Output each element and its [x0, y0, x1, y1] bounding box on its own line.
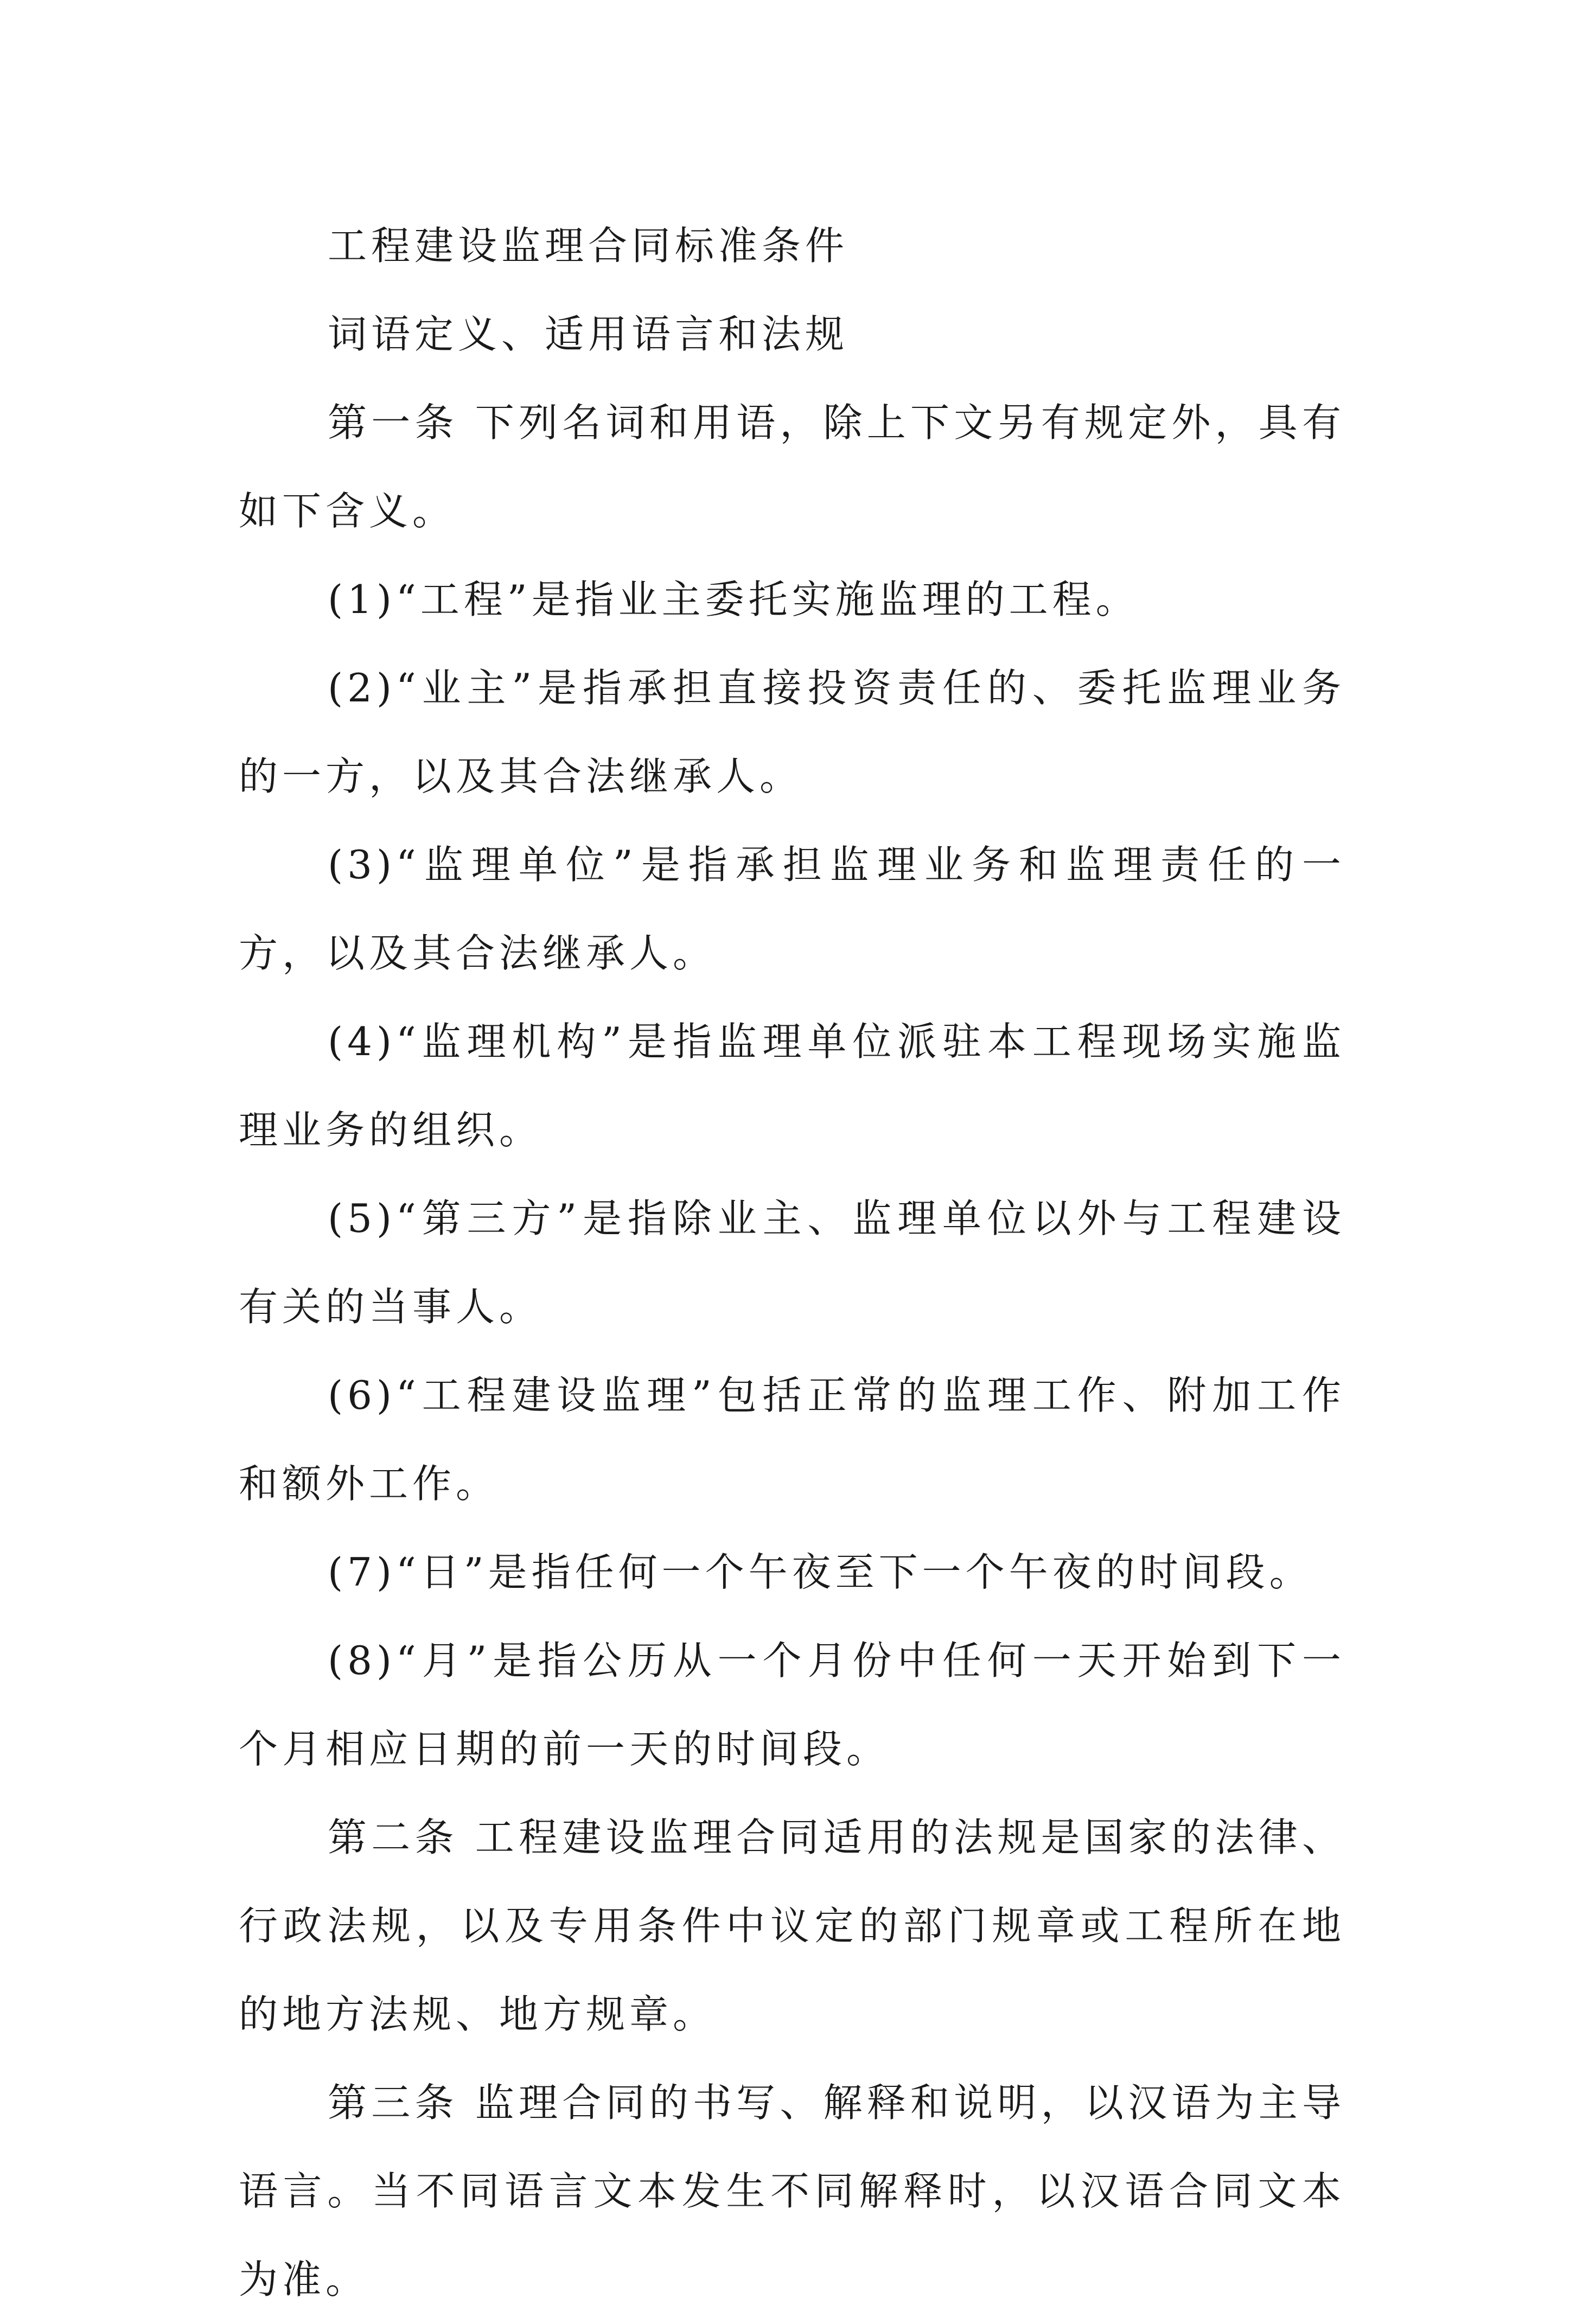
definition-7: (7)“日”是指任何一个午夜至下一个午夜的时间段。	[328, 1549, 1313, 1595]
article-3: 第三条 监理合同的书写、解释和说明，以汉语为主导语言。当不同语言文本发生不同解释时，以汉语合同文本为准。	[239, 2080, 1345, 2302]
document-title: 工程建设监理合同标准条件	[328, 223, 849, 269]
definition-4: (4)“监理机构”是指监理单位派驻本工程现场实施监理业务的组织。	[239, 1019, 1345, 1153]
article-2: 第二条 工程建设监理合同适用的法规是国家的法律、行政法规，以及专用条件中议定的部门规章或工程所在地的地方法规、地方规章。	[239, 1815, 1345, 2037]
document-page	[239, 202, 1345, 2324]
article-1: 第一条 下列名词和用语，除上下文另有规定外，具有如下含义。	[239, 400, 1345, 534]
definition-2: (2)“业主”是指承担直接投资责任的、委托监理业务的一方，以及其合法继承人。	[239, 665, 1345, 799]
definition-6: (6)“工程建设监理”包括正常的监理工作、附加工作和额外工作。	[239, 1372, 1345, 1506]
definition-1: (1)“工程”是指业主委托实施监理的工程。	[328, 577, 1139, 622]
definition-8: (8)“月”是指公历从一个月份中任何一天开始到下一个月相应日期的前一天的时间段。	[239, 1638, 1345, 1772]
definition-5: (5)“第三方”是指除业主、监理单位以外与工程建设有关的当事人。	[239, 1196, 1345, 1330]
section-heading: 词语定义、适用语言和法规	[328, 311, 849, 357]
definition-3: (3)“监理单位”是指承担监理业务和监理责任的一方，以及其合法继承人。	[239, 842, 1345, 976]
